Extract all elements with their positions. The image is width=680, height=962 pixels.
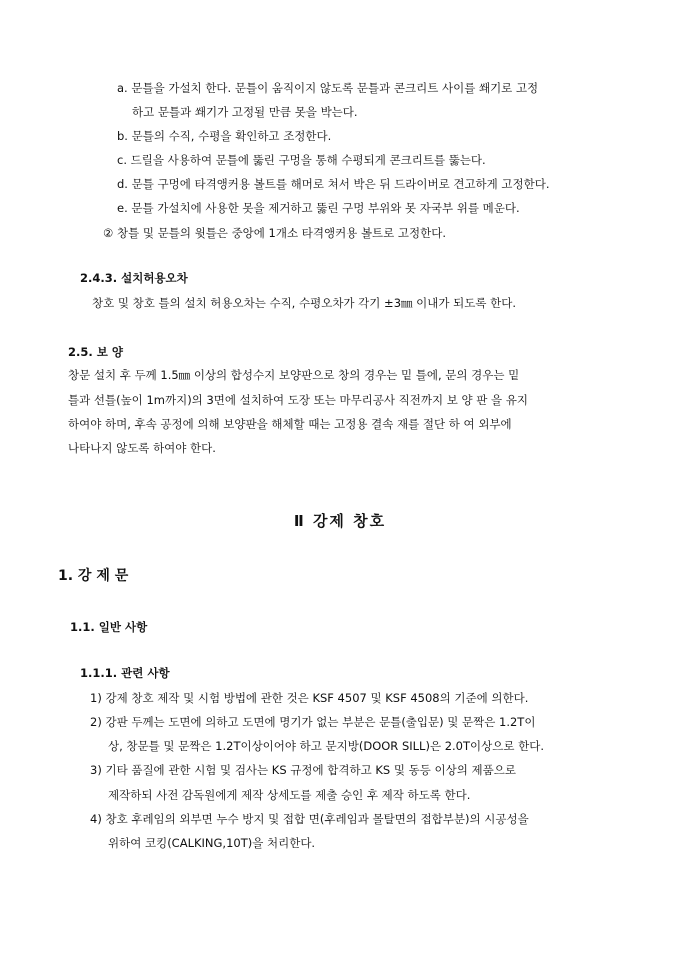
step-a-line1: a. 문틀을 가설치 한다. 문틀이 움직이지 않도록 문틀과 콘크리트 사이를 쐐기로 고정 [117,81,539,95]
chapter-title: Ⅱ 강제 창호 [293,512,387,530]
para-2-5-line2: 틀과 선틀(높이 1m까지)의 3면에 설치하여 도장 또는 마무리공사 직전까지 보 양 판 을 유지 [68,393,529,407]
para-2-5-line1: 창문 설치 후 두께 1.5㎜ 이상의 합성수지 보양판으로 창의 경우는 밑 틀에, 문의 경우는 밑 [68,368,520,382]
step-e: e. 문틀 가설치에 사용한 못을 제거하고 뚫린 구멍 부위와 못 자국부 위를 메운다. [117,201,520,215]
item-4-line2: 위하여 코킹(CALKING,10T)을 처리한다. [108,836,316,850]
heading-2-5: 2.5. 보 양 [68,345,123,359]
step-a-line2: 하고 문틀과 쐐기가 고정될 만큼 못을 박는다. [132,105,358,119]
item-3-line2: 제작하되 사전 감독원에게 제작 상세도를 제출 승인 후 제작 하도록 한다. [108,788,471,802]
item-2-line1: 2) 강판 두께는 도면에 의하고 도면에 명기가 없는 부분은 문틀(출입문) 및 문짝은 1.2T이 [90,715,536,729]
para-2-5-line4: 나타나지 않도록 하여야 한다. [68,441,216,455]
step-d: d. 문틀 구멍에 타격앵커용 볼트를 해머로 쳐서 박은 뒤 드라이버로 견고하게 고정한다. [117,177,550,191]
heading-2-4-3: 2.4.3. 설치허용오차 [80,271,188,285]
step-c: c. 드릴을 사용하여 문틀에 뚫린 구멍을 통해 수평되게 콘크리트를 뚫는다. [117,153,486,167]
step-note: ② 창틀 및 문틀의 윗틀은 중앙에 1개소 타격앵커용 볼트로 고정한다. [103,226,447,240]
item-4-line1: 4) 창호 후레임의 외부면 누수 방지 및 접합 면(후레임과 몰탈면의 접합부분)의 시공성을 [90,812,529,826]
heading-1: 1. 강 제 문 [58,568,129,584]
item-2-line2: 상, 창문틀 및 문짝은 1.2T이상이어야 하고 문지방(DOOR SILL)은 2.0T이상으로 한다. [108,739,544,753]
heading-1-1: 1.1. 일반 사항 [70,620,148,634]
item-3-line1: 3) 기타 품질에 관한 시험 및 검사는 KS 규정에 합격하고 KS 및 동등 이상의 제품으로 [90,763,516,777]
para-2-5-line3: 하여야 하며, 후속 공정에 의해 보양판을 해체할 때는 고정용 결속 재를 절단 하 여 외부에 [68,417,512,431]
heading-1-1-1: 1.1.1. 관련 사항 [80,666,170,680]
item-1: 1) 강제 창호 제작 및 시험 방법에 관한 것은 KSF 4507 및 KSF 4508의 기준에 의한다. [90,691,529,705]
step-b: b. 문틀의 수직, 수평을 확인하고 조정한다. [117,129,332,143]
para-2-4-3: 창호 및 창호 틀의 설치 허용오차는 수직, 수평오차가 각기 ±3㎜ 이내가 되도록 한다. [92,296,517,310]
